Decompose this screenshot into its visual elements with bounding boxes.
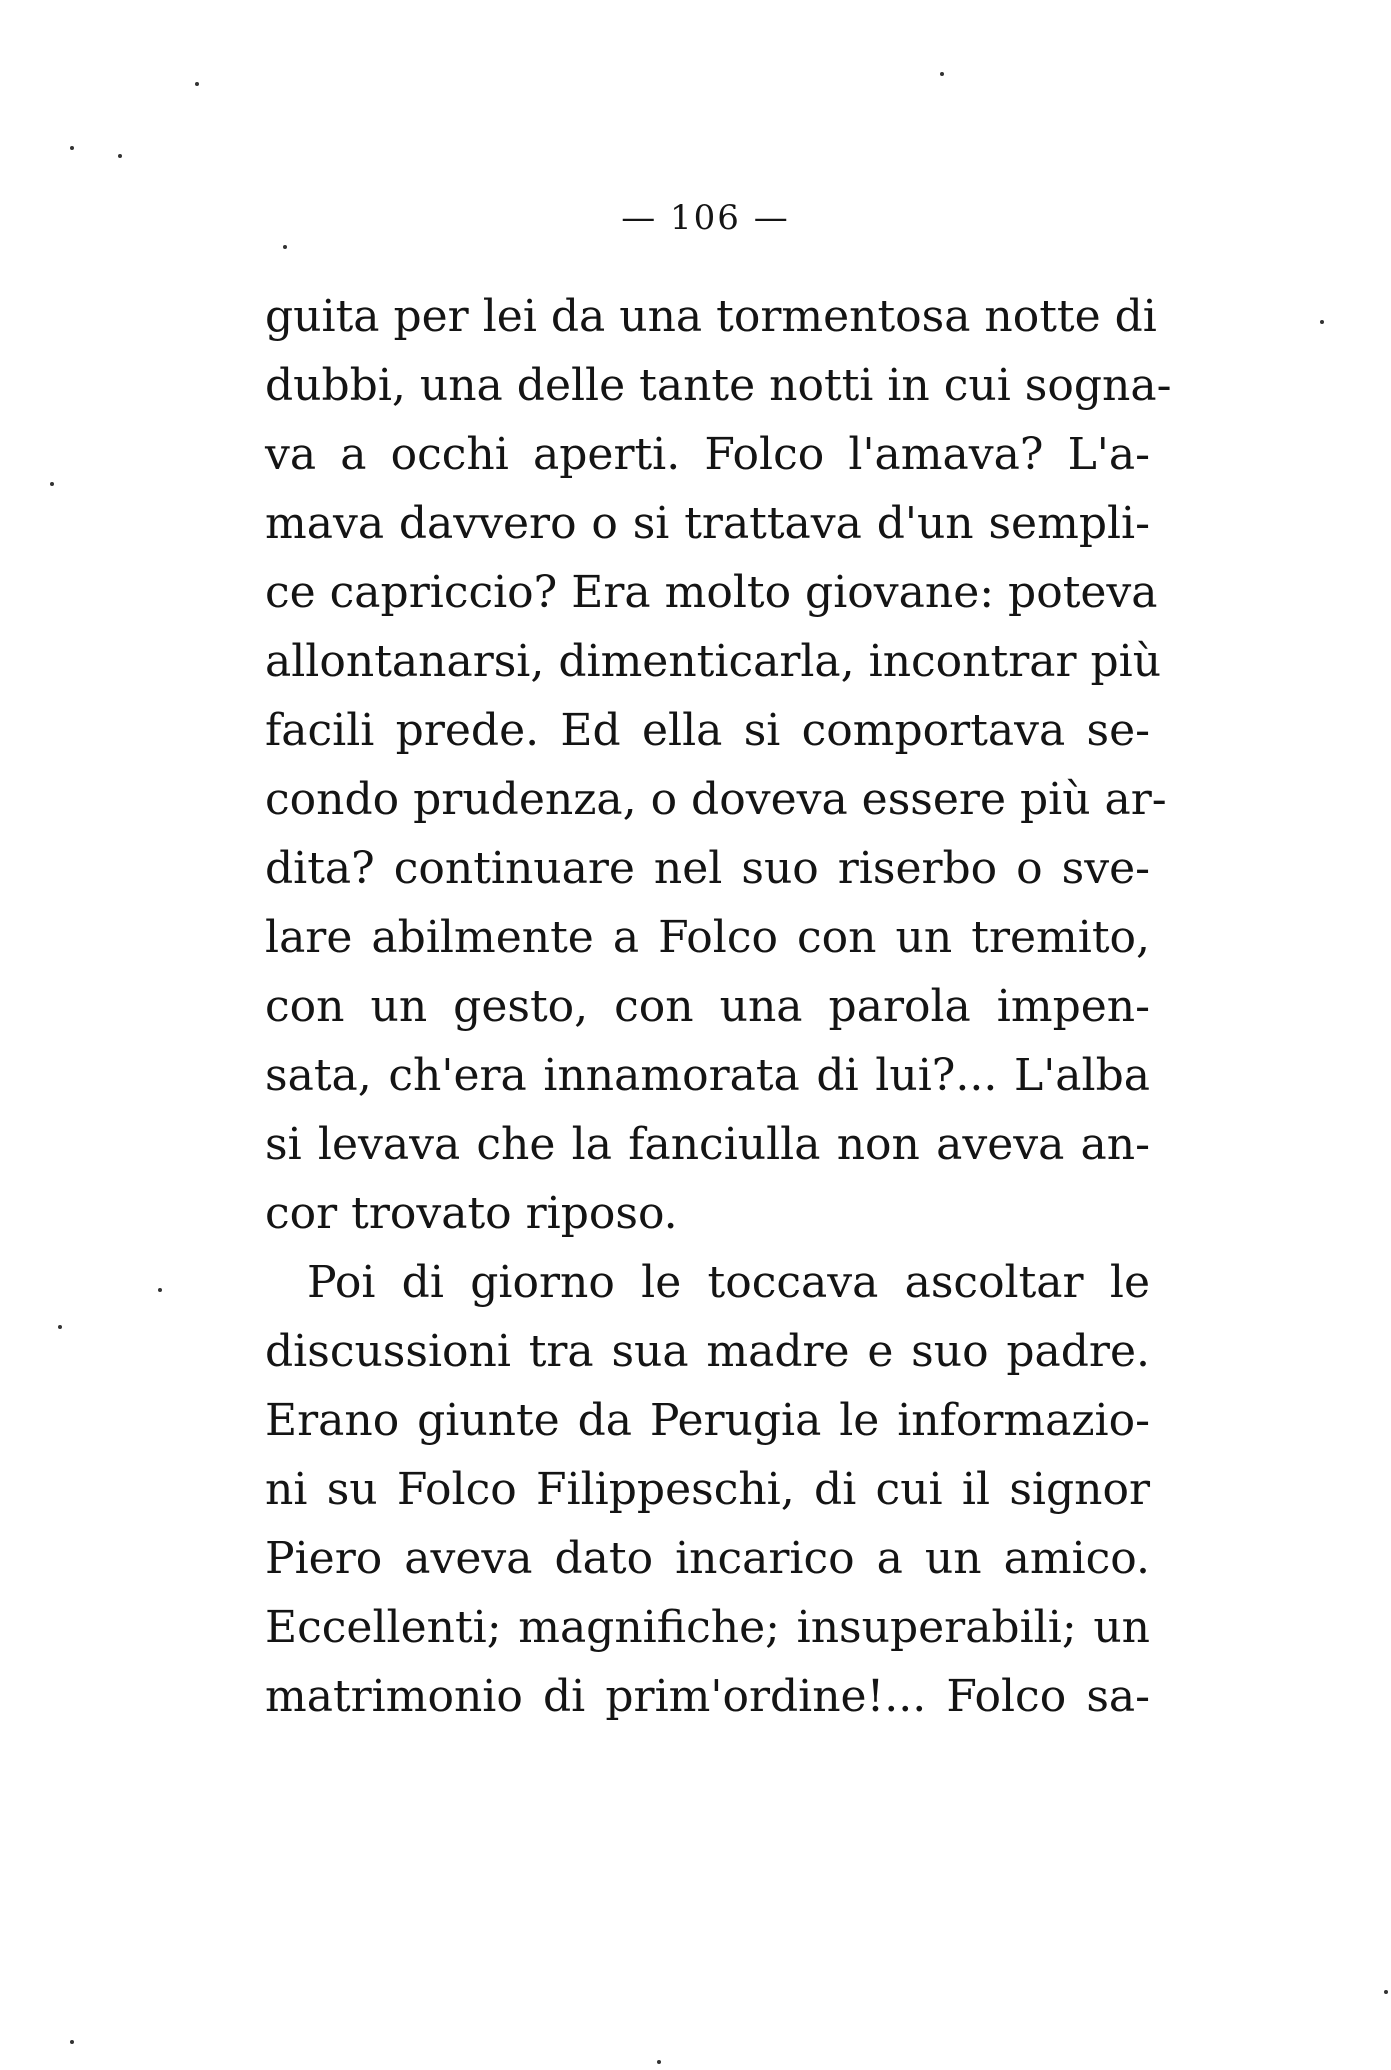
scan-speck	[58, 1325, 62, 1329]
text-line: ni su Folco Filippeschi, di cui il signor	[265, 1464, 1150, 1515]
text-line: ce capriccio? Era molto giovane: poteva	[265, 567, 1158, 618]
text-line: discussioni tra sua madre e suo padre.	[265, 1326, 1150, 1377]
text-line: Erano giunte da Perugia le informazio-	[265, 1395, 1150, 1446]
scan-speck	[158, 1288, 162, 1292]
text-line: condo prudenza, o doveva essere più ar-	[265, 774, 1167, 825]
text-line: matrimonio di prim'ordine!... Folco sa-	[265, 1671, 1150, 1722]
text-line: Poi di giorno le toccava ascoltar le	[307, 1257, 1150, 1308]
scan-speck	[70, 146, 74, 150]
scan-speck	[1384, 1990, 1388, 1994]
scan-speck	[940, 72, 944, 76]
scan-speck	[195, 82, 199, 86]
scan-speck	[657, 2060, 661, 2064]
text-line: cor trovato riposo.	[265, 1188, 678, 1239]
text-line: guita per lei da una tormentosa notte di	[265, 291, 1157, 342]
text-line: Piero aveva dato incarico a un amico.	[265, 1533, 1150, 1584]
body-text	[265, 282, 1172, 1731]
scan-speck	[1320, 320, 1324, 324]
text-line: va a occhi aperti. Folco l'amava? L'a-	[265, 429, 1150, 480]
scan-speck	[118, 154, 122, 158]
text-line: Eccellenti; magnifiche; insuperabili; un	[265, 1602, 1150, 1653]
scan-speck	[70, 2040, 74, 2044]
text-line: mava davvero o si trattava d'un sempli-	[265, 498, 1150, 549]
text-line: con un gesto, con una parola impen-	[265, 981, 1150, 1032]
text-line: si levava che la fanciulla non aveva an-	[265, 1119, 1150, 1170]
text-line: dita? continuare nel suo riserbo o sve-	[265, 843, 1150, 894]
text-line: facili prede. Ed ella si comportava se-	[265, 705, 1150, 756]
page-number: — 106 —	[621, 198, 790, 238]
text-line: lare abilmente a Folco con un tremito,	[265, 912, 1150, 963]
scan-speck	[50, 482, 54, 486]
text-line: sata, ch'era innamorata di lui?... L'alba	[265, 1050, 1150, 1101]
text-line: dubbi, una delle tante notti in cui sogna-	[265, 360, 1172, 411]
scan-speck	[283, 245, 287, 249]
text-line: allontanarsi, dimenticarla, incontrar più	[265, 636, 1162, 687]
